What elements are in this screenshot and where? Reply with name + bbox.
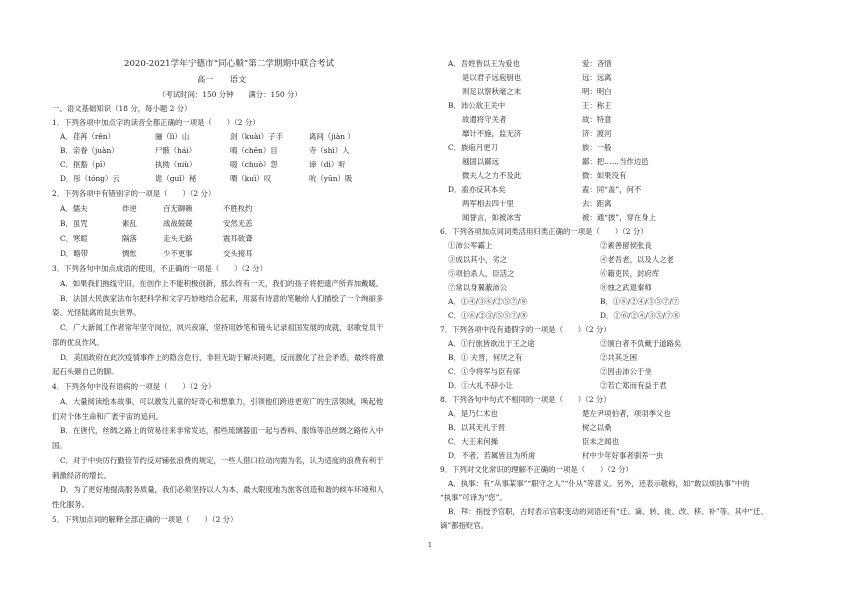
question-stem: 5．下列加点词的解释全部正确的一项是（ ）（2 分） xyxy=(52,515,238,524)
option-line: 性化服务。 xyxy=(52,500,89,509)
option-cell: 寺（shì）人 xyxy=(309,146,350,155)
option-cell: 少不更事 xyxy=(163,249,193,258)
option-cell: 族：一般 xyxy=(582,143,612,152)
option-cell: 明：明白 xyxy=(582,87,612,96)
option-cell: ①沛公军霸上 xyxy=(448,241,493,250)
question-stem: 1．下列各项中加点字的读音全都正确的一项是（ ）（2 分） xyxy=(52,118,260,127)
option-cell: ⑧烛之武退秦师 xyxy=(600,283,652,292)
option-cell: A．荏苒（rěn） xyxy=(60,132,115,141)
option-cell: B．沛公欲王关中 xyxy=(448,101,506,110)
option-cell: 骊（lì）山 xyxy=(155,132,190,141)
option-cell: 离间（jiàn ） xyxy=(309,132,355,141)
option-cell: ④老吾老，以及人之老 xyxy=(600,255,674,264)
option-cell: B．虽咒 xyxy=(60,219,88,228)
option-cell: B．以其无礼于晋 xyxy=(448,423,506,432)
option-cell: 啜（chuò）怨 xyxy=(230,160,278,169)
option-line: C．广大新闻工作者常年坚守岗位，夙兴夜寐，坚持用妙笔和镜头记录祖国发展的成就，讴歌党员干 xyxy=(60,323,384,332)
option-cell: ②若亡郑而有益于君 xyxy=(600,381,667,390)
option-cell: 走头无路 xyxy=(163,234,193,243)
option-line: D．美国政府在此次疫情事件上的隐含危行，非但无助于解决问题，反而激化了社会矛盾，最终将激 xyxy=(60,353,384,362)
option-line: 国。 xyxy=(52,441,67,450)
option-cell: 树之以桑 xyxy=(582,423,612,432)
option-cell: D．不者，若属皆且为所虏 xyxy=(448,451,536,460)
option-cell: D．①大礼不辞小让 xyxy=(448,381,514,390)
option-line: 部的优良作风。 xyxy=(52,338,104,347)
option-cell: C．寒暄 xyxy=(60,234,88,243)
option-cell: 嗔（chēn）目 xyxy=(230,146,278,155)
question-stem: 6．下列各项加点词词类活用归类正确的一项是（ ）（2 分） xyxy=(440,227,648,236)
option-cell: 谛（dì）听 xyxy=(309,160,346,169)
option-cell: D．彤（tóng）云 xyxy=(60,174,120,183)
option-cell: 靡计不施，监无济 xyxy=(462,129,522,138)
option-cell: 被：通“披”，穿在身上 xyxy=(582,213,657,222)
question-stem: 7．下列各项中没有通假字的一项是（ ）（2 分） xyxy=(440,325,611,334)
option-cell: A．是乃仁术也 xyxy=(448,409,498,418)
question-stem: 2．下列各项中有错别字的一项是（ ）（2 分） xyxy=(52,189,216,198)
option-cell: 臣未之闻也 xyxy=(582,437,619,446)
option-line: “执事”可译为“您”。 xyxy=(440,493,507,502)
answer-choice: A．①④/③⑥/②⑤⑦/⑧ xyxy=(448,297,528,306)
answer-choice: B．①⑥/②④/③⑤⑦/⑦ xyxy=(600,297,680,306)
option-line: 们对个体生命和广袤宇宙的追问。 xyxy=(52,412,163,421)
option-cell: 则足以察秋毫之末 xyxy=(462,87,522,96)
option-cell: ⑦常以身翼蔽沛公 xyxy=(448,283,508,292)
option-line: 谪”都指贬官。 xyxy=(440,521,489,530)
option-cell: 尸骸（hái） xyxy=(155,146,197,155)
option-cell: C．大王来何操 xyxy=(448,437,498,446)
option-cell: C．抠豁（pī） xyxy=(60,160,110,169)
option-cell: 两军相去四十里 xyxy=(462,199,514,208)
option-cell: 是以君子远庖厨也 xyxy=(462,73,522,82)
option-cell: ⑤项伯杀人，臣活之 xyxy=(448,269,515,278)
option-cell: 微：如果没有 xyxy=(582,171,627,180)
answer-choice: D．①⑥/②④/③⑤/⑦⑧ xyxy=(600,311,680,320)
option-cell: 远：远离 xyxy=(582,73,612,82)
option-cell: ⑥籍吏民，封府库 xyxy=(600,269,660,278)
option-cell: 去：距离 xyxy=(582,199,612,208)
option-cell: 交头接耳 xyxy=(223,249,253,258)
option-line: B．在唐代，丝绸之路上的贸易往来非常发达，那些琉璃器皿一起与香料、服饰等沿丝绸之路传入中 xyxy=(60,426,384,435)
option-cell: 微夫人之力不及此 xyxy=(462,171,522,180)
option-line: D．为了更好地提高服务质量，我们必须坚持以人为本，最大限度地为旅客创造和谐的候车环境和人 xyxy=(60,485,384,494)
option-cell: 惆怅 xyxy=(122,249,137,258)
option-cell: 震耳欲聋 xyxy=(223,234,253,243)
option-cell: D．略带 xyxy=(60,249,89,258)
option-cell: 炸逆 xyxy=(122,204,137,213)
option-cell: 刽（kuài）子手 xyxy=(230,132,283,141)
option-cell: 吮（yūn）吸 xyxy=(309,174,353,183)
option-cell: 喟（kuì）叹 xyxy=(230,174,272,183)
option-cell: A．吾姓皆以王为爱也 xyxy=(448,59,520,68)
question-stem: 8．下列各句中句式不相同的一项是（ ）（2 分） xyxy=(440,395,611,404)
option-cell: 越国以鄙远 xyxy=(462,157,499,166)
option-cell: 故遣将守关者 xyxy=(462,115,507,124)
option-cell: B．① 夫晋，何厌之有 xyxy=(448,353,523,362)
option-line: A．如果我们拖线守旧，在创作上不能积极创新，那么终有一天，我们的孩子将把遗产所弃加戴暖。 xyxy=(60,279,384,288)
option-line: 起石头砸自己的脚。 xyxy=(52,367,119,376)
option-cell: 爱：吝惜 xyxy=(582,59,612,68)
option-cell: 楚左尹项伯者，项羽季父也 xyxy=(582,409,671,418)
question-stem: 9．下列对文化常识的理解不正确的一项是（ ）（2 分） xyxy=(440,465,633,474)
option-line: C．对于中央厉行勤俭节约反对铺张浪费的规定，一些人借口拉动内需为名，认为适度的浪费有利于 xyxy=(60,456,384,465)
exam-title: 2020-2021学年宁德市“同心顺”第二学期期中联合考试 xyxy=(124,59,335,69)
option-cell: D．盍亦反其本矣 xyxy=(448,185,506,194)
option-cell: ②颁白者不负戴于道路矣 xyxy=(600,339,682,348)
page-number: 1 xyxy=(427,541,433,549)
option-cell: 执拗（niù） xyxy=(155,160,197,169)
option-cell: 不胜枚约 xyxy=(223,204,253,213)
option-cell: ②素善留侯张良 xyxy=(600,241,652,250)
option-cell: 闻誉言，如被冰雪 xyxy=(462,213,522,222)
option-cell: 隔落 xyxy=(122,234,137,243)
section-heading: 一、语文基础知识（18 分，每小题 2 分） xyxy=(52,104,192,113)
option-cell: A．儒夫 xyxy=(60,204,88,213)
question-stem: 4．下列各句中没有语病的一项是（ ）（2 分） xyxy=(52,382,216,391)
option-cell: 素乱 xyxy=(122,219,137,228)
option-line: 刺激经济的增长。 xyxy=(52,471,112,480)
exam-meta: （考试时间：150 分钟 满分：150 分） xyxy=(158,90,302,99)
option-cell: C．①令将军与臣有郤 xyxy=(448,367,521,376)
option-cell: 村中少年好事者驯养一虫 xyxy=(582,451,664,460)
option-cell: B．亲眷（juàn） xyxy=(60,146,119,155)
option-cell: 战战兢兢 xyxy=(163,219,193,228)
question-stem: 3．下列各句中加点成语的使用，不正确的一项是（ ）（2 分） xyxy=(52,264,267,273)
option-cell: 王：称王 xyxy=(582,101,612,110)
option-line: B．法国大民族家法布尔把科学和文字巧妙地结合起来，用富有诗意的笔触给人们描绘了一个绚丽多 xyxy=(60,294,384,303)
option-cell: A．①行旅皆欲出于王之途 xyxy=(448,339,535,348)
option-cell: 济：渡河 xyxy=(582,129,612,138)
option-cell: 鄙：把……当作边邑 xyxy=(582,157,649,166)
answer-choice: C．①⑥/②③/⑤⑤⑦/⑧ xyxy=(448,311,528,320)
option-line: B．拜：指授予官职，古时表示官职变动的词语还有“迁、谪、转、徙、改、移、补”等。其中“迁、 xyxy=(448,507,768,516)
option-line: 姿、光怪陆离的昆虫世界。 xyxy=(52,308,141,317)
option-cell: ②因击沛公于坐 xyxy=(600,367,652,376)
option-cell: 故：特意 xyxy=(582,115,612,124)
option-cell: C．族庖月更刀 xyxy=(448,143,498,152)
option-cell: 百无聊赖 xyxy=(163,204,193,213)
option-line: A．执事：有“从事某事”“职守之人”“仆从”等意义。另外，还表示敬称，如“敢以烦执事”中的 xyxy=(448,479,750,488)
exam-subject: 高一 语文 xyxy=(197,74,247,84)
option-cell: ③成以其小，劣之 xyxy=(448,255,508,264)
option-cell: 盍：同“盖”，何不 xyxy=(582,185,642,194)
option-cell: 安然无恙 xyxy=(223,219,253,228)
option-cell: 诡（guǐ）秘 xyxy=(155,174,197,183)
option-line: A．大量阅读绘本故事，可以激发儿童的好奇心和想象力，引领他们跨进更宽广的生活领域，唤起他 xyxy=(60,397,384,406)
option-cell: ②共其乏困 xyxy=(600,353,637,362)
